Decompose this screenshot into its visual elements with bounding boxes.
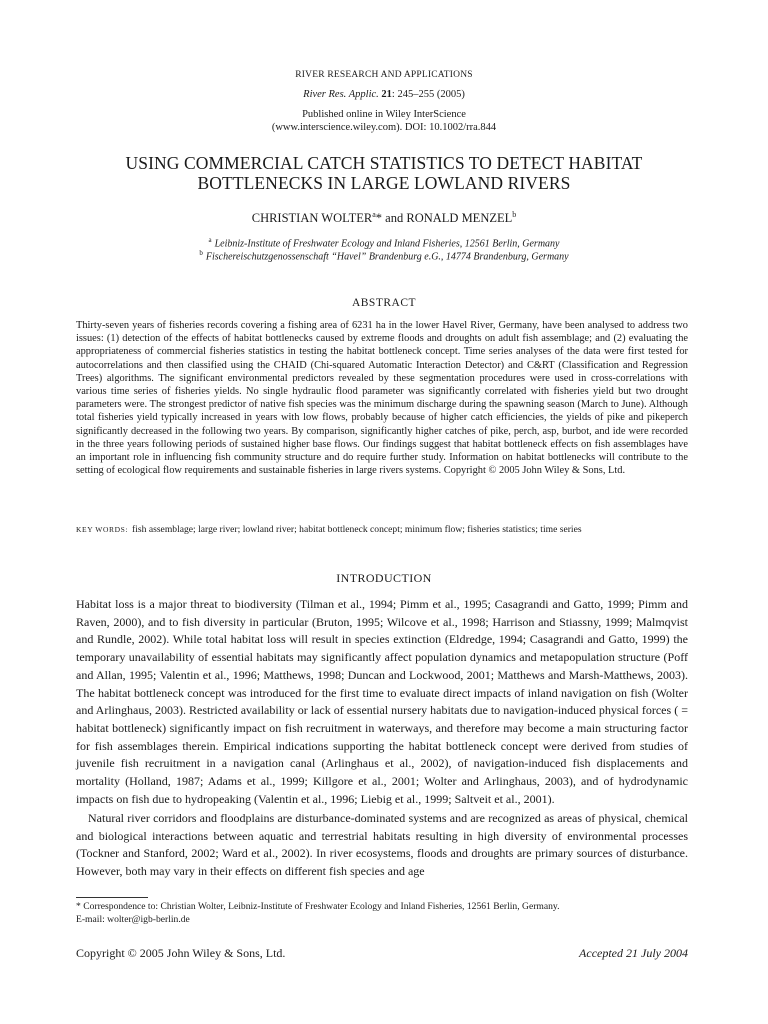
citation-pages: : 245–255 (2005) — [391, 89, 465, 100]
citation-line — [0, 89, 768, 100]
article-title: USING COMMERCIAL CATCH STATISTICS TO DETECT HABITAT BOTTLENECKS IN LARGE LOWLAND RIVERS — [125, 153, 643, 193]
citation-volume: 21 — [381, 89, 392, 100]
published-line-1: Published online in Wiley InterScience — [302, 109, 466, 120]
accepted-date: Accepted 21 July 2004 — [579, 946, 688, 960]
published-line-2: (www.interscience.wiley.com). DOI: 10.1002/rra.844 — [271, 122, 497, 133]
author-1-affiliation-mark: a — [372, 210, 376, 219]
author-line — [0, 210, 768, 226]
copyright-notice: Copyright © 2005 John Wiley & Sons, Ltd. — [76, 946, 286, 960]
correspondence-mark: * — [375, 211, 383, 226]
author-2-affiliation-mark: b — [512, 210, 517, 219]
affiliation-a-mark: a — [208, 236, 212, 244]
keywords-label: KEY WORDS: — [76, 525, 129, 534]
affiliation-b-text: Fischereischutzgenossenschaft “Havel” Brandenburg e.G., 14774 Brandenburg, Germany — [205, 251, 569, 263]
citation-journal: River Res. Applic. — [303, 89, 379, 100]
abstract-heading: ABSTRACT — [351, 297, 417, 309]
publication-info — [0, 108, 768, 134]
keywords-text: fish assemblage; large river; lowland river; habitat bottleneck concept; minimum flow; fisheries statistics; time series — [132, 524, 582, 535]
footnote-divider — [76, 897, 148, 898]
introduction-heading: INTRODUCTION — [336, 571, 432, 585]
affiliation-b-mark: b — [199, 249, 203, 257]
author-1: CHRISTIAN WOLTER — [251, 211, 373, 226]
author-conjunction: and — [382, 211, 407, 226]
abstract-text: Thirty-seven years of fisheries records covering a fishing area of 6231 ha in the lower Havel River, Germany, have been analysed to address two issues: (1) detection of the effects of habitat bottlenecks caused by extreme floods and droughts on adult fish assemblage; and (2) evaluating the appropriateness of commercial fisheries statistics in testing the habitat bottleneck concept. Time series analyses of the data were first tested for autocorrelations and then classified using the CHAID (Chi-squared Automatic Interaction Detector) and C&RT (Classification and Regression Trees) algorithms. The significant environmental predictors revealed by these segmentation procedures were used in cross-correlations with various time series of fisheries yields. No single hydraulic flood parameter was significantly correlated with fisheries yield but two drought parameters were. The strongest predictor of native fish species was the minimum discharge during the spawning season (March to June). Although total fisheries yield typically increased in years with low flows, probably because of higher catch efficiencies, the yields of pike and pikeperch significantly decreased in the following two years. By comparison, significantly higher catches of pike, perch, asp, burbot, and ide were recorded in the three years following periods of sustained higher base flows. Our findings suggest that habitat bottleneck effects on fish assemblages have an important role in influencing fish community structure and do require further study. Information on habitat bottlenecks will contribute to the setting of ecological flow requirements and sustainable fisheries in large rivers systems. Copyright © 2005 John Wiley & Sons, Ltd. — [76, 320, 688, 477]
journal-name: RIVER RESEARCH AND APPLICATIONS — [295, 70, 473, 80]
correspondence-footnote — [76, 901, 688, 926]
affiliation-a-text: Leibniz-Institute of Freshwater Ecology and Inland Fisheries, 12561 Berlin, Germany — [214, 238, 560, 250]
footnote-line-1: * Correspondence to: Christian Wolter, Leibniz-Institute of Freshwater Ecology and Inland Fisheries, 12561 Berlin, Germany. — [76, 901, 560, 912]
introduction-paragraph-2 — [76, 810, 688, 881]
footnote-email: E-mail: wolter@igb-berlin.de — [76, 913, 190, 925]
paragraph-1-text: Habitat loss is a major threat to biodiversity (Tilman et al., 1994; Pimm et al., 1995; Casagrandi and Gatto, 1999; Pimm and Raven, 2000), and to fish diversity in particular (Bruton, 1995; Wilcove et al., 1998; Harrison and Stiassny, 1999; Malmqvist and Rundle, 2002). While total habitat loss will result in species extinction (Eldredge, 1994; Casagrandi and Gatto, 1999) the temporary unavailability of essential habitats may significantly affect population dynamics and metapopulation structure (Poff and Allan, 1995; Valentin et al., 1996; Matthews, 1998; Duncan and Lockwood, 2001; Matthews and Marsh-Matthews, 2003). The habitat bottleneck concept was introduced for the first time to evaluate direct impacts of inland navigation on fish (Wolter and Arlinghaus, 2003). Restricted availability or lack of essential nursery habitats due to navigation-induced physical forces ( = habitat bottleneck) significantly impact on fish recruitment in waterways, and therefore may become a main structuring factor for fish assemblages therein. Empirical indications supporting the habitat bottleneck concept were derived from studies of juvenile fish recruitment in a navigation canal (Arlinghaus et al., 2002), of navigation-induced fish displacements and mortality (Holland, 1987; Adams et al., 1999; Killgore et al., 2001; Wolter and Arlinghaus, 2003), and of hydrodynamic impacts on fish due to hydropeaking (Valentin et al., 1996; Liebig et al., 1999; Saltveit et al., 2001). — [76, 597, 688, 806]
author-2: RONALD MENZEL — [406, 211, 513, 226]
affiliation-a — [0, 236, 768, 249]
affiliation-b — [0, 249, 768, 262]
keywords — [76, 524, 688, 535]
introduction-paragraph-1 — [76, 596, 688, 808]
paragraph-2-text: Natural river corridors and floodplains are disturbance-dominated systems and are recognized as areas of physical, chemical and biological interactions between aquatic and terrestrial habitats resulting in high diversity of environmental processes (Tockner and Stanford, 2002; Ward et al., 2002). In river ecosystems, floods and droughts are primary sources of disturbance. However, both may vary in their effects on different fish species and age — [76, 811, 688, 879]
